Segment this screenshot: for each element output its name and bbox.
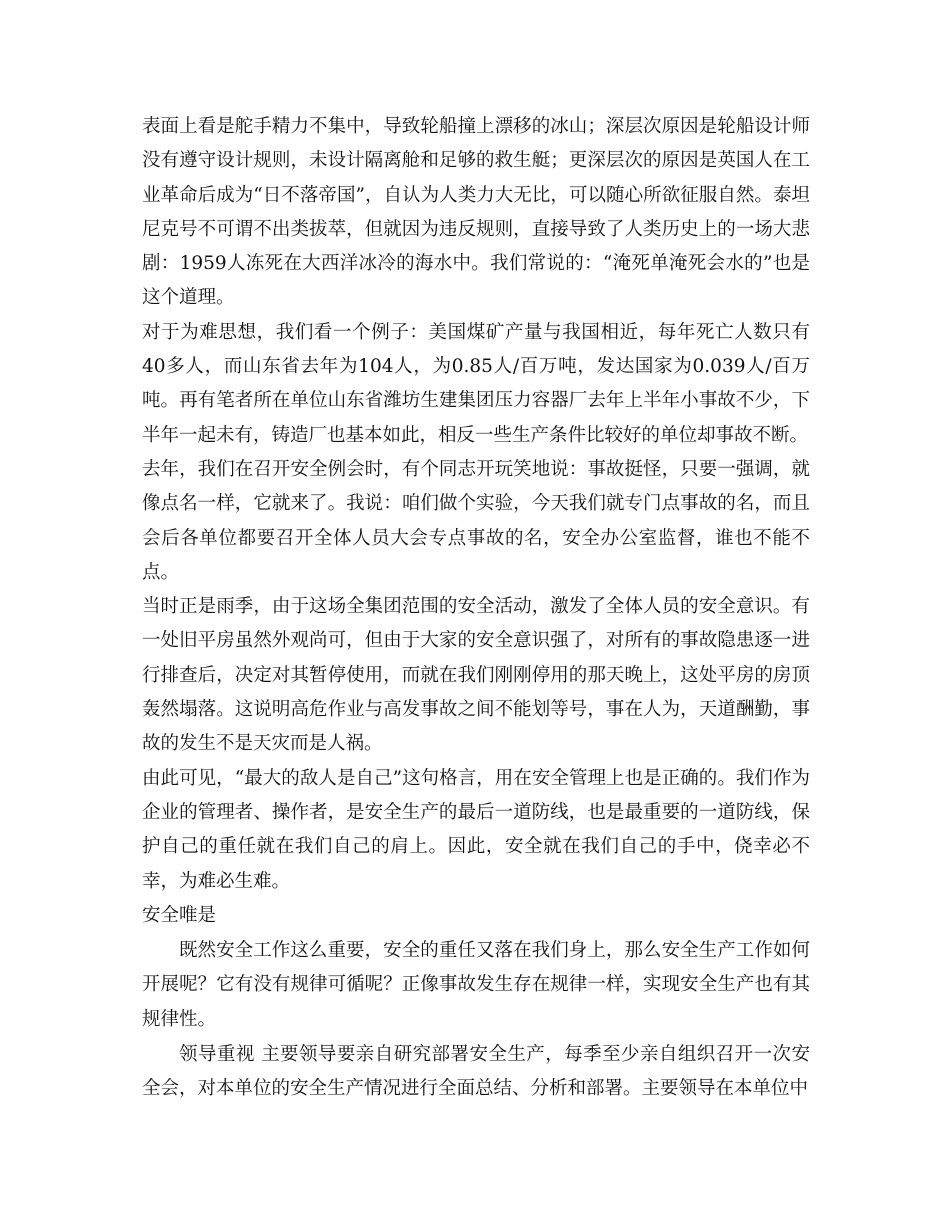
document-page <box>142 110 810 1107</box>
paragraph-safety-meeting: 去年，我们在召开安全例会时，有个同志开玩笑地说：事故挺怪，只要一强调，就像点名一样，它就来了。我说：咱们做个实验，今天我们就专门点事故的名，而且会后各单位都要召开全体人员大会专点事故的名，安全办公室监督，谁也不能不点。 <box>142 458 810 583</box>
paragraph-coal-mine-example: 对于为难思想，我们看一个例子：美国煤矿产量与我国相近，每年死亡人数只有40多人，而山东省去年为104人，为0.85人/百万吨，发达国家为0.039人/百万吨。再有笔者所在单位山东省潍坊生建集团压力容器厂去年上半年小事故不少，下半年一起未有，铸造厂也基本如此，相反一些生产条件比较好的单位却事故不断。 <box>142 321 810 446</box>
section-heading: 安全唯是 <box>142 904 217 926</box>
paragraph-leadership: 领导重视 主要领导要亲自研究部署安全生产，每季至少亲自组织召开一次安全会，对本单位的安全生产情况进行全面总结、分析和部署。主要领导在本单位中 <box>142 1044 810 1100</box>
paragraph-titanic: 表面上看是舵手精力不集中，导致轮船撞上漂移的冰山；深层次原因是轮船设计师没有遵守设计规则，未设计隔离舱和足够的救生艇；更深层次的原因是英国人在工业革命后成为“日不落帝国”，自认为人类力大无比，可以随心所欲征服自然。泰坦尼克号不可谓不出类拔萃，但就因为违反规则，直接导致了人类历史上的一场大悲剧：1959人冻死在大西洋冰冷的海水中。我们常说的：“淹死单淹死会水的”也是这个道理。 <box>142 116 810 309</box>
paragraph-rainy-season: 当时正是雨季，由于这场全集团范围的安全活动，激发了全体人员的安全意识。有一处旧平房虽然外观尚可，但由于大家的安全意识强了，对所有的事故隐患逐一进行排查后，决定对其暂停使用，而就在我们刚刚停用的那天晚上，这处平房的房顶轰然塌落。这说明高危作业与高发事故之间不能划等号，事在人为，天道酬勤，事故的发生不是天灾而是人祸。 <box>142 596 810 755</box>
paragraph-safety-rules: 既然安全工作这么重要，安全的重任又落在我们身上，那么安全生产工作如何开展呢？它有没有规律可循呢？正像事故发生存在规律一样，实现安全生产也有其规律性。 <box>142 940 810 1030</box>
paragraph-conclusion: 由此可见，“最大的敌人是自己”这句格言，用在安全管理上也是正确的。我们作为企业的管理者、操作者，是安全生产的最后一道防线，也是最重要的一道防线，保护自己的重任就在我们自己的肩上。因此，安全就在我们自己的手中，侥幸必不幸，为难必生难。 <box>142 767 810 892</box>
